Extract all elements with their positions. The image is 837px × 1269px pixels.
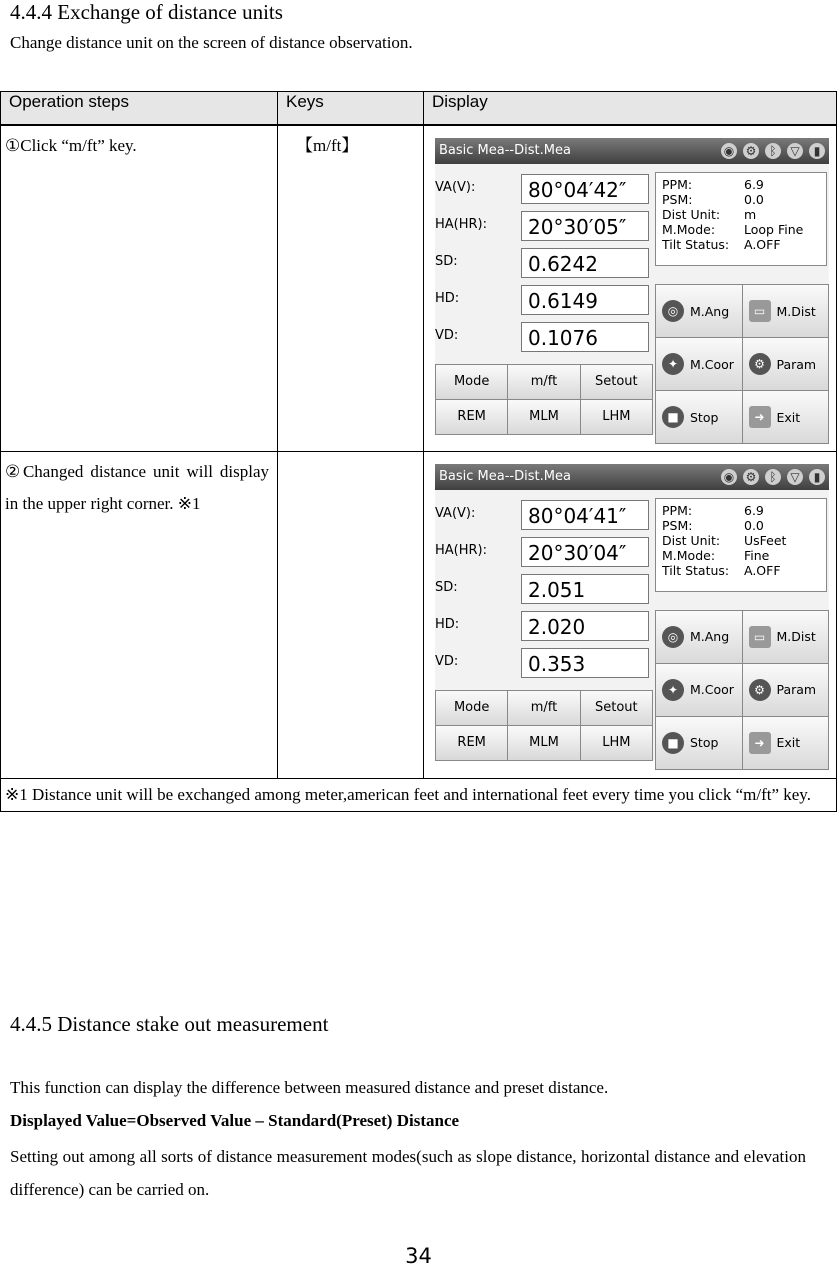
sd-value: 0.6242 bbox=[521, 248, 649, 278]
screen-titlebar bbox=[435, 138, 829, 164]
bluetooth-icon: ᛒ bbox=[765, 469, 781, 485]
measurement-row bbox=[435, 172, 651, 209]
button-label: M.Ang bbox=[690, 629, 730, 644]
gear-icon[interactable]: ⚙ bbox=[743, 469, 759, 485]
info-key: Dist Unit: bbox=[662, 207, 721, 222]
measurement-row bbox=[435, 320, 651, 357]
m-coor-button[interactable] bbox=[656, 338, 742, 390]
intro-text: Change distance unit on the screen of distance observation. bbox=[10, 33, 413, 52]
info-line bbox=[662, 192, 820, 207]
display-cell bbox=[424, 451, 837, 778]
battery-icon: ◉ bbox=[721, 143, 737, 159]
button-label: Stop bbox=[690, 735, 719, 750]
va-value: 80°04′41″ bbox=[521, 500, 649, 530]
m-dist-button[interactable] bbox=[743, 285, 829, 337]
va-label: VA(V): bbox=[435, 505, 476, 521]
sd-label: SD: bbox=[435, 579, 458, 595]
vd-label: VD: bbox=[435, 653, 459, 669]
ruler-icon: ▭ bbox=[749, 626, 771, 648]
info-value: 0.0 bbox=[744, 192, 764, 207]
device-screen bbox=[435, 464, 829, 760]
button-label: M.Dist bbox=[776, 629, 816, 644]
exit-button[interactable] bbox=[743, 391, 829, 443]
paragraph-3: Setting out among all sorts of distance measurement modes(such as slope distance, horizontal distance and elevation difference) can be carried on. bbox=[10, 1147, 806, 1199]
lhm-button[interactable]: LHM bbox=[581, 726, 652, 760]
info-line bbox=[662, 518, 820, 533]
gear-icon[interactable]: ⚙ bbox=[743, 143, 759, 159]
button-label: M.Coor bbox=[690, 682, 734, 697]
mode-button[interactable]: Mode bbox=[436, 365, 507, 399]
stop-button[interactable] bbox=[656, 717, 742, 769]
step-cell bbox=[1, 451, 278, 778]
hd-label: HD: bbox=[435, 616, 460, 632]
info-line bbox=[662, 563, 820, 578]
key-cell bbox=[278, 451, 424, 778]
info-line bbox=[662, 222, 820, 237]
mode-buttons bbox=[435, 690, 653, 761]
paragraph-1: This function can display the difference between measured distance and preset distance. bbox=[10, 1078, 609, 1097]
paragraph-2: Displayed Value=Observed Value – Standard(Preset) Distance bbox=[10, 1111, 460, 1130]
info-line bbox=[662, 237, 820, 252]
step-cell bbox=[1, 125, 278, 451]
screen-title: Basic Mea--Dist.Mea bbox=[439, 143, 571, 158]
info-value: 0.0 bbox=[744, 517, 764, 533]
header-operation-steps: Operation steps bbox=[1, 92, 278, 126]
target-icon: ◎ bbox=[662, 626, 684, 648]
button-label: Exit bbox=[776, 735, 801, 750]
info-key: PSM: bbox=[662, 517, 693, 533]
button-label: Exit bbox=[776, 409, 801, 425]
info-value: Loop Fine bbox=[744, 222, 804, 237]
gears-icon: ⚙ bbox=[749, 679, 771, 701]
param-button[interactable] bbox=[743, 664, 829, 716]
display-cell bbox=[424, 125, 837, 451]
mlm-button[interactable]: MLM bbox=[508, 726, 579, 760]
button-label: Param bbox=[776, 682, 817, 697]
info-value: 6.9 bbox=[744, 177, 764, 192]
stop-icon: ■ bbox=[662, 732, 684, 754]
info-value: UsFeet bbox=[744, 532, 787, 548]
exit-button[interactable] bbox=[743, 717, 829, 769]
info-line bbox=[662, 207, 820, 222]
m-ft-button[interactable]: m/ft bbox=[508, 691, 579, 725]
button-label: Param bbox=[776, 356, 817, 372]
step-text: ①Click “m/ft” key. bbox=[5, 136, 137, 155]
measurement-row bbox=[435, 498, 651, 535]
ha-label: HA(HR): bbox=[435, 542, 487, 558]
function-buttons bbox=[655, 610, 829, 770]
measurement-row bbox=[435, 646, 651, 683]
m-coor-button[interactable] bbox=[656, 664, 742, 716]
button-label: M.Dist bbox=[776, 303, 816, 319]
info-line bbox=[662, 548, 820, 563]
button-label: M.Ang bbox=[690, 303, 730, 319]
signal-icon: ▮ bbox=[809, 469, 825, 485]
measurement-panel bbox=[435, 172, 651, 357]
rem-button[interactable]: REM bbox=[436, 726, 507, 760]
m-ft-button[interactable]: m/ft bbox=[508, 365, 579, 399]
info-panel bbox=[655, 498, 827, 592]
info-value: m bbox=[744, 207, 757, 222]
ruler-icon: ▭ bbox=[749, 300, 771, 322]
note-text: ※1 Distance unit will be exchanged among meter,american feet and international feet every time you click “m/ft” key. bbox=[5, 784, 811, 804]
ha-value: 20°30′04″ bbox=[521, 537, 649, 567]
table-row bbox=[1, 451, 837, 778]
ha-label: HA(HR): bbox=[435, 217, 487, 232]
info-panel bbox=[655, 172, 827, 266]
table-header-row bbox=[1, 92, 837, 126]
m-ang-button[interactable] bbox=[656, 611, 742, 663]
measurement-row bbox=[435, 609, 651, 646]
va-value: 80°04′42″ bbox=[521, 174, 649, 204]
ha-value: 20°30′05″ bbox=[521, 211, 649, 241]
hd-value: 2.020 bbox=[521, 611, 649, 641]
laser-icon: ▽ bbox=[787, 143, 803, 159]
measurement-row bbox=[435, 572, 651, 609]
target-icon: ◎ bbox=[662, 300, 684, 322]
mode-buttons bbox=[435, 364, 653, 435]
header-display: Display bbox=[424, 92, 837, 126]
screen-title: Basic Mea--Dist.Mea bbox=[439, 468, 571, 484]
gears-icon: ⚙ bbox=[749, 353, 771, 375]
section2-title: 4.4.5 Distance stake out measurement bbox=[10, 1012, 329, 1036]
info-line bbox=[662, 503, 820, 518]
info-key: PPM: bbox=[662, 177, 693, 192]
hd-value: 0.6149 bbox=[521, 285, 649, 315]
battery-icon: ◉ bbox=[721, 469, 737, 485]
setout-button[interactable]: Setout bbox=[581, 365, 652, 399]
screen-titlebar bbox=[435, 464, 829, 490]
info-value: 6.9 bbox=[744, 502, 764, 518]
key-cell bbox=[278, 125, 424, 451]
measurement-row bbox=[435, 283, 651, 320]
step-text: ②Changed distance unit will display in the upper right corner. ※1 bbox=[5, 461, 269, 513]
page-number: 34 bbox=[405, 1244, 432, 1268]
info-key: PSM: bbox=[662, 192, 693, 207]
stop-icon: ■ bbox=[662, 406, 684, 428]
info-value: A.OFF bbox=[744, 237, 781, 252]
note-cell bbox=[1, 778, 837, 811]
info-key: Dist Unit: bbox=[662, 532, 721, 548]
signal-icon: ▮ bbox=[809, 143, 825, 159]
info-line bbox=[662, 533, 820, 548]
bluetooth-icon: ᛒ bbox=[765, 143, 781, 159]
info-line bbox=[662, 177, 820, 192]
titlebar-icons bbox=[721, 138, 825, 164]
m-ang-button[interactable] bbox=[656, 285, 742, 337]
button-label: M.Coor bbox=[690, 356, 734, 372]
setout-button[interactable]: Setout bbox=[581, 691, 652, 725]
rem-button[interactable]: REM bbox=[436, 400, 507, 434]
hd-label: HD: bbox=[435, 291, 460, 306]
measurement-panel bbox=[435, 498, 651, 683]
measurement-row bbox=[435, 246, 651, 283]
mlm-button[interactable]: MLM bbox=[508, 400, 579, 434]
info-key: Tilt Status: bbox=[662, 237, 730, 252]
exit-door-icon: ➜ bbox=[749, 732, 771, 754]
info-key: Tilt Status: bbox=[662, 562, 730, 578]
sd-value: 2.051 bbox=[521, 574, 649, 604]
stop-button[interactable] bbox=[656, 391, 742, 443]
button-label: Stop bbox=[690, 409, 719, 425]
measurement-row bbox=[435, 209, 651, 246]
info-key: M.Mode: bbox=[662, 222, 716, 237]
device-screen bbox=[435, 138, 829, 434]
vd-label: VD: bbox=[435, 328, 459, 343]
info-value: A.OFF bbox=[744, 562, 781, 578]
exit-door-icon: ➜ bbox=[749, 406, 771, 428]
measurement-row bbox=[435, 535, 651, 572]
key-text bbox=[278, 452, 423, 456]
info-value: Fine bbox=[744, 547, 770, 563]
compass-icon: ✦ bbox=[662, 679, 684, 701]
key-text: 【m/ft】 bbox=[296, 136, 359, 155]
table-note-row bbox=[1, 778, 837, 811]
compass-icon: ✦ bbox=[662, 353, 684, 375]
va-label: VA(V): bbox=[435, 180, 476, 195]
header-keys: Keys bbox=[278, 92, 424, 126]
lhm-button[interactable]: LHM bbox=[581, 400, 652, 434]
info-key: PPM: bbox=[662, 502, 693, 518]
steps-table bbox=[0, 91, 837, 812]
titlebar-icons bbox=[721, 464, 825, 490]
sd-label: SD: bbox=[435, 254, 458, 269]
table-row bbox=[1, 125, 837, 451]
vd-value: 0.1076 bbox=[521, 322, 649, 352]
section-title: 4.4.4 Exchange of distance units bbox=[10, 0, 283, 24]
vd-value: 0.353 bbox=[521, 648, 649, 678]
mode-button[interactable]: Mode bbox=[436, 691, 507, 725]
param-button[interactable] bbox=[743, 338, 829, 390]
laser-icon: ▽ bbox=[787, 469, 803, 485]
function-buttons bbox=[655, 284, 829, 444]
info-key: M.Mode: bbox=[662, 547, 716, 563]
m-dist-button[interactable] bbox=[743, 611, 829, 663]
